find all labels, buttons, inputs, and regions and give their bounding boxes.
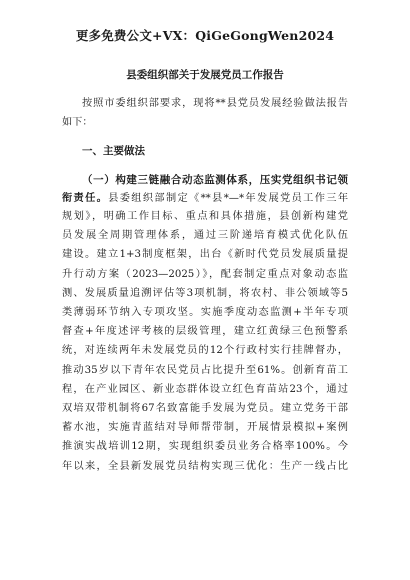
body-text: 县委组织部制定《**县*—*年发展党员工作三年	[108, 193, 349, 204]
intro-line-2: 如下：	[62, 117, 93, 128]
body-line: 推动35岁以下青年农民党员占比提升至61%。创新育苗工	[62, 364, 348, 376]
body-line: 蓄水池，实施青蓝结对导师帮带制，开展情景模拟+案例	[62, 422, 348, 434]
intro-line-1: 按照市委组织部要求，现将**县党员发展经验做法报告	[82, 98, 348, 109]
subsection-heading: （一）构建三链融合动态监测体系，压实党组织书记领	[82, 174, 348, 186]
body-line: 规划》，明确工作目标、重点和具体措施，县创新构建党	[62, 211, 348, 222]
body-line: 统，对连续两年未发展党员的12个行政村实行挂牌督办，	[62, 345, 348, 357]
body-line: 测、发展质量追溯评估等3项机制，将农村、非公领域等5	[62, 287, 348, 299]
body-line: 程，在产业园区、新业态群体设立红色育苗站23个，通过	[62, 383, 348, 395]
body-line: 建设。建立1+3制度框架，出台《新时代党员发展质量提	[62, 249, 348, 261]
body-line: 双培双带机制将67名致富能手发展为党员。建立党务干部	[62, 403, 348, 414]
body-line: 员发展全周期管理体系，通过三阶递培育模式优化队伍	[62, 230, 348, 242]
promo-banner: 更多免费公文+VX：QiGeGongWen2024	[75, 28, 335, 43]
heading-tail: 衔责任。	[62, 192, 109, 204]
section-heading: 一、主要做法	[82, 145, 145, 157]
document-title: 县委组织部关于发展党员工作报告	[126, 69, 284, 81]
body-line: 推演实战培训12期，实现组织委员业务合格率100%。今	[62, 441, 348, 453]
body-line: 升行动方案（2023—2025）》，配套制定重点对象动态监	[62, 268, 348, 280]
body-line: 督查+年度述评考核的层级管理，建立红黄绿三色预警系	[62, 326, 348, 338]
subsection-heading-continued	[62, 191, 348, 206]
body-line: 类薄弱环节纳入专项攻坚。实施季度动态监测+半年专项	[62, 307, 348, 318]
body-line: 年以来，全县新发展党员结构实现三优化：生产一线占比	[62, 460, 348, 472]
